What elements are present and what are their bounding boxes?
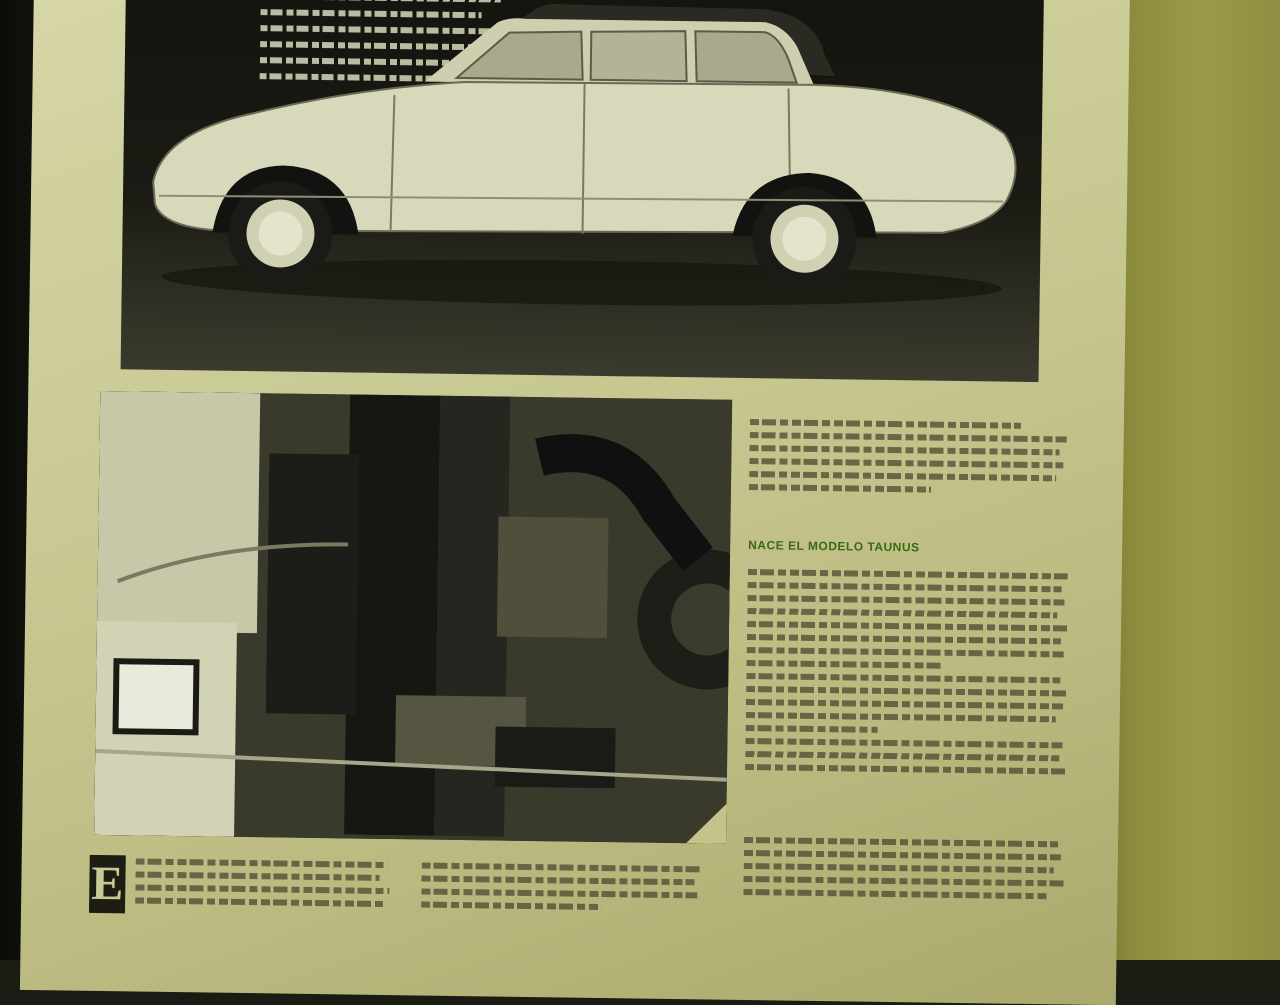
bottom-column-1 (135, 852, 401, 912)
engine-photo (94, 391, 732, 844)
drop-cap: E (89, 855, 126, 913)
right-column-top (749, 394, 1080, 499)
right-column-section (745, 562, 1078, 779)
bottom-column-2 (421, 856, 712, 917)
section-heading: NACE EL MODELO TAUNUS (748, 538, 920, 555)
photo-corner (686, 803, 727, 844)
bottom-column-3 (743, 830, 1074, 904)
car-photo (121, 0, 1044, 382)
text-line (750, 394, 1080, 416)
magazine-page (20, 0, 1130, 1005)
engine-illustration (94, 391, 732, 844)
car-illustration (121, 0, 1044, 382)
